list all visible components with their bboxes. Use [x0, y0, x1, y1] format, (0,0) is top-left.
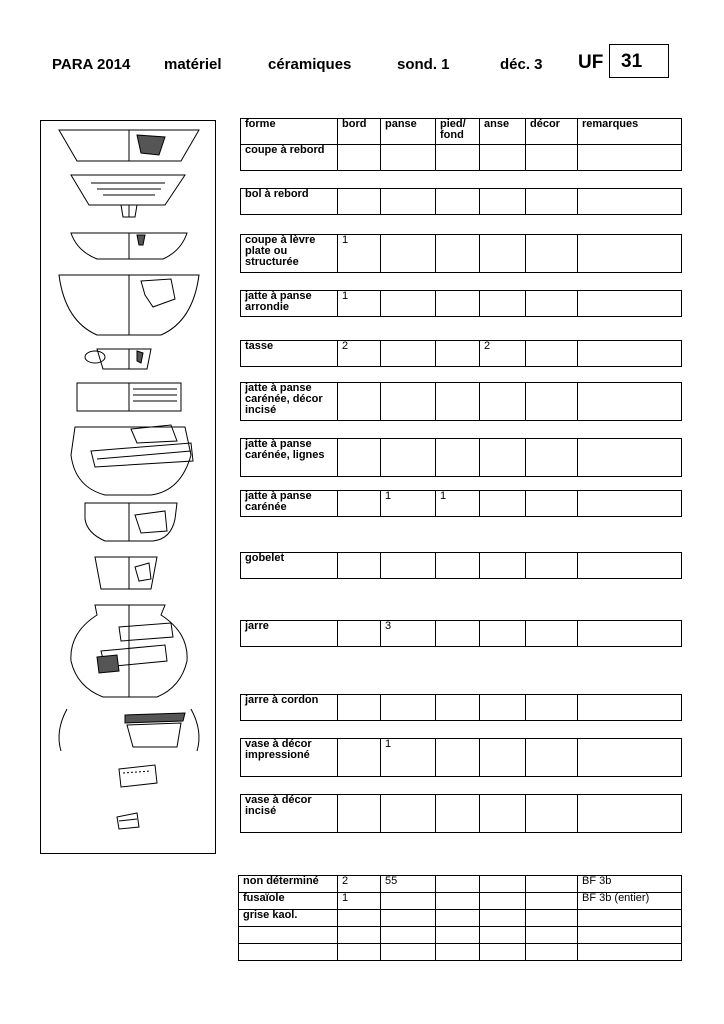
- spacer-cell: [241, 367, 682, 383]
- row-spacer: [241, 721, 682, 739]
- drawing-jatte-arrondie: [59, 275, 199, 335]
- cell-panse: [381, 795, 436, 833]
- summary-row: [239, 944, 682, 961]
- cell-anse: [480, 621, 526, 647]
- summary-cell-decor: [526, 893, 578, 910]
- summary-cell-remarques: [578, 927, 682, 944]
- summary-cell-forme: fusaïole: [239, 893, 338, 910]
- cell-pied: [436, 795, 480, 833]
- summary-table: [238, 875, 682, 961]
- cell-remarques: [578, 621, 682, 647]
- cell-bord: [338, 739, 381, 777]
- cell-forme: coupe à rebord: [241, 145, 338, 171]
- summary-cell-anse: [480, 944, 526, 961]
- cell-forme: jarre: [241, 621, 338, 647]
- drawing-coupe-a-rebord: [59, 130, 199, 161]
- summary-cell-pied: [436, 893, 480, 910]
- column-header-panse: panse: [381, 119, 436, 145]
- drawing-gobelet: [95, 557, 157, 589]
- cell-panse: [381, 145, 436, 171]
- summary-row: [239, 910, 682, 927]
- cell-anse: [480, 553, 526, 579]
- summary-cell-panse: 55: [381, 876, 436, 893]
- cell-pied: [436, 189, 480, 215]
- cell-pied: [436, 553, 480, 579]
- summary-cell-bord: [338, 927, 381, 944]
- cell-remarques: [578, 695, 682, 721]
- cell-decor: [526, 553, 578, 579]
- cell-bord: 1: [338, 291, 381, 317]
- header-category: matériel: [164, 56, 222, 73]
- cell-anse: 2: [480, 341, 526, 367]
- summary-cell-pied: [436, 944, 480, 961]
- spacer-cell: [241, 317, 682, 341]
- cell-pied: 1: [436, 491, 480, 517]
- table-row: [241, 491, 682, 517]
- summary-cell-bord: 2: [338, 876, 381, 893]
- summary-cell-anse: [480, 893, 526, 910]
- header-sounding: sond. 1: [397, 56, 450, 73]
- summary-row: [239, 927, 682, 944]
- spacer-cell: [241, 477, 682, 491]
- cell-remarques: [578, 439, 682, 477]
- row-spacer: [241, 647, 682, 695]
- cell-anse: [480, 145, 526, 171]
- cell-decor: [526, 695, 578, 721]
- cell-forme: gobelet: [241, 553, 338, 579]
- cell-bord: [338, 383, 381, 421]
- cell-panse: [381, 439, 436, 477]
- cell-forme: jatte à panse arrondie: [241, 291, 338, 317]
- cell-pied: [436, 439, 480, 477]
- column-header-anse: anse: [480, 119, 526, 145]
- table-row: [241, 621, 682, 647]
- cell-bord: [338, 795, 381, 833]
- cell-anse: [480, 235, 526, 273]
- table-row: [241, 739, 682, 777]
- cell-bord: [338, 439, 381, 477]
- cell-anse: [480, 491, 526, 517]
- summary-cell-anse: [480, 927, 526, 944]
- cell-pied: [436, 341, 480, 367]
- spacer-cell: [241, 777, 682, 795]
- cell-panse: [381, 695, 436, 721]
- column-header-pied-fond: pied/ fond: [436, 119, 480, 145]
- drawing-vase-decor-impressione: [119, 765, 157, 787]
- table-row: [241, 695, 682, 721]
- uf-label: UF: [578, 52, 604, 73]
- table-row: [241, 553, 682, 579]
- summary-cell-forme: grise kaol.: [239, 910, 338, 927]
- uf-number-box: 31: [609, 44, 669, 78]
- cell-panse: [381, 383, 436, 421]
- cell-pied: [436, 145, 480, 171]
- cell-anse: [480, 291, 526, 317]
- row-spacer: [241, 367, 682, 383]
- spacer-cell: [241, 171, 682, 189]
- cell-forme: vase à décor incisé: [241, 795, 338, 833]
- summary-cell-decor: [526, 910, 578, 927]
- cell-forme: coupe à lèvre plate ou structurée: [241, 235, 338, 273]
- summary-cell-pied: [436, 876, 480, 893]
- summary-cell-pied: [436, 910, 480, 927]
- cell-panse: [381, 291, 436, 317]
- column-header-remarques: remarques: [578, 119, 682, 145]
- table-row: [241, 795, 682, 833]
- summary-cell-bord: [338, 910, 381, 927]
- cell-panse: [381, 341, 436, 367]
- cell-remarques: [578, 795, 682, 833]
- row-spacer: [241, 777, 682, 795]
- column-header-bord: bord: [338, 119, 381, 145]
- summary-cell-bord: [338, 944, 381, 961]
- cell-remarques: [578, 291, 682, 317]
- cell-bord: [338, 553, 381, 579]
- summary-cell-panse: [381, 944, 436, 961]
- table-row: [241, 341, 682, 367]
- cell-forme: jatte à panse carénée, lignes: [241, 439, 338, 477]
- inventory-table: [240, 118, 682, 833]
- cell-anse: [480, 695, 526, 721]
- summary-cell-panse: [381, 927, 436, 944]
- summary-cell-remarques: BF 3b (entier): [578, 893, 682, 910]
- cell-forme: bol à rebord: [241, 189, 338, 215]
- cell-remarques: [578, 739, 682, 777]
- cell-remarques: [578, 383, 682, 421]
- pottery-drawings-panel: [40, 120, 216, 854]
- spacer-cell: [241, 579, 682, 621]
- drawing-jatte-carenee-decor-incise: [77, 383, 181, 411]
- cell-bord: [338, 491, 381, 517]
- cell-forme: jatte à panse carénée, décor incisé: [241, 383, 338, 421]
- cell-panse: [381, 553, 436, 579]
- header-site: PARA 2014: [52, 56, 131, 73]
- table-header-row: [241, 119, 682, 145]
- cell-bord: 2: [338, 341, 381, 367]
- table-row: [241, 145, 682, 171]
- summary-row: [239, 893, 682, 910]
- summary-cell-remarques: [578, 944, 682, 961]
- cell-forme: jatte à panse carénée: [241, 491, 338, 517]
- cell-anse: [480, 439, 526, 477]
- table-row: [241, 439, 682, 477]
- cell-bord: [338, 145, 381, 171]
- cell-decor: [526, 491, 578, 517]
- cell-pied: [436, 383, 480, 421]
- summary-cell-panse: [381, 893, 436, 910]
- cell-bord: [338, 621, 381, 647]
- summary-cell-anse: [480, 910, 526, 927]
- cell-anse: [480, 739, 526, 777]
- column-header-decor: décor: [526, 119, 578, 145]
- row-spacer: [241, 215, 682, 235]
- spacer-cell: [241, 647, 682, 695]
- row-spacer: [241, 517, 682, 553]
- cell-decor: [526, 795, 578, 833]
- row-spacer: [241, 317, 682, 341]
- drawing-jarre-a-cordon: [59, 709, 199, 751]
- spacer-cell: [241, 273, 682, 291]
- summary-cell-remarques: [578, 910, 682, 927]
- summary-cell-forme: [239, 944, 338, 961]
- header-material: céramiques: [268, 56, 352, 73]
- cell-decor: [526, 291, 578, 317]
- cell-bord: [338, 189, 381, 215]
- cell-remarques: [578, 235, 682, 273]
- drawing-jatte-carenee-lignes: [71, 425, 193, 495]
- cell-decor: [526, 145, 578, 171]
- row-spacer: [241, 579, 682, 621]
- summary-cell-decor: [526, 927, 578, 944]
- table-row: [241, 235, 682, 273]
- summary-cell-pied: [436, 927, 480, 944]
- cell-decor: [526, 235, 578, 273]
- cell-decor: [526, 341, 578, 367]
- cell-forme: jarre à cordon: [241, 695, 338, 721]
- spacer-cell: [241, 421, 682, 439]
- drawing-bol-a-rebord: [71, 175, 185, 217]
- cell-panse: [381, 189, 436, 215]
- summary-row: [239, 876, 682, 893]
- drawing-coupe-a-levre: [71, 233, 187, 259]
- drawing-jarre: [71, 605, 187, 697]
- spacer-cell: [241, 721, 682, 739]
- cell-decor: [526, 189, 578, 215]
- cell-pied: [436, 621, 480, 647]
- cell-remarques: [578, 145, 682, 171]
- cell-forme: vase à décor impressioné: [241, 739, 338, 777]
- drawing-jatte-carenee: [85, 503, 177, 541]
- cell-remarques: [578, 189, 682, 215]
- summary-cell-forme: [239, 927, 338, 944]
- cell-decor: [526, 383, 578, 421]
- summary-cell-remarques: BF 3b: [578, 876, 682, 893]
- cell-panse: 1: [381, 739, 436, 777]
- cell-panse: 3: [381, 621, 436, 647]
- drawing-tasse: [85, 349, 151, 369]
- cell-anse: [480, 189, 526, 215]
- column-header-forme: forme: [241, 119, 338, 145]
- table-row: [241, 291, 682, 317]
- cell-decor: [526, 439, 578, 477]
- cell-pied: [436, 695, 480, 721]
- cell-forme: tasse: [241, 341, 338, 367]
- summary-cell-anse: [480, 876, 526, 893]
- summary-cell-forme: non déterminé: [239, 876, 338, 893]
- summary-cell-bord: 1: [338, 893, 381, 910]
- cell-remarques: [578, 553, 682, 579]
- cell-pied: [436, 235, 480, 273]
- cell-anse: [480, 795, 526, 833]
- table-row: [241, 383, 682, 421]
- cell-anse: [480, 383, 526, 421]
- cell-pied: [436, 739, 480, 777]
- row-spacer: [241, 171, 682, 189]
- cell-remarques: [578, 341, 682, 367]
- header-layer: déc. 3: [500, 56, 543, 73]
- drawing-vase-decor-incise: [117, 813, 139, 829]
- spacer-cell: [241, 517, 682, 553]
- summary-cell-decor: [526, 876, 578, 893]
- cell-decor: [526, 621, 578, 647]
- cell-decor: [526, 739, 578, 777]
- cell-panse: 1: [381, 491, 436, 517]
- spacer-cell: [241, 215, 682, 235]
- row-spacer: [241, 421, 682, 439]
- cell-remarques: [578, 491, 682, 517]
- cell-bord: 1: [338, 235, 381, 273]
- table-row: [241, 189, 682, 215]
- row-spacer: [241, 477, 682, 491]
- cell-bord: [338, 695, 381, 721]
- summary-cell-decor: [526, 944, 578, 961]
- cell-panse: [381, 235, 436, 273]
- summary-cell-panse: [381, 910, 436, 927]
- cell-pied: [436, 291, 480, 317]
- row-spacer: [241, 273, 682, 291]
